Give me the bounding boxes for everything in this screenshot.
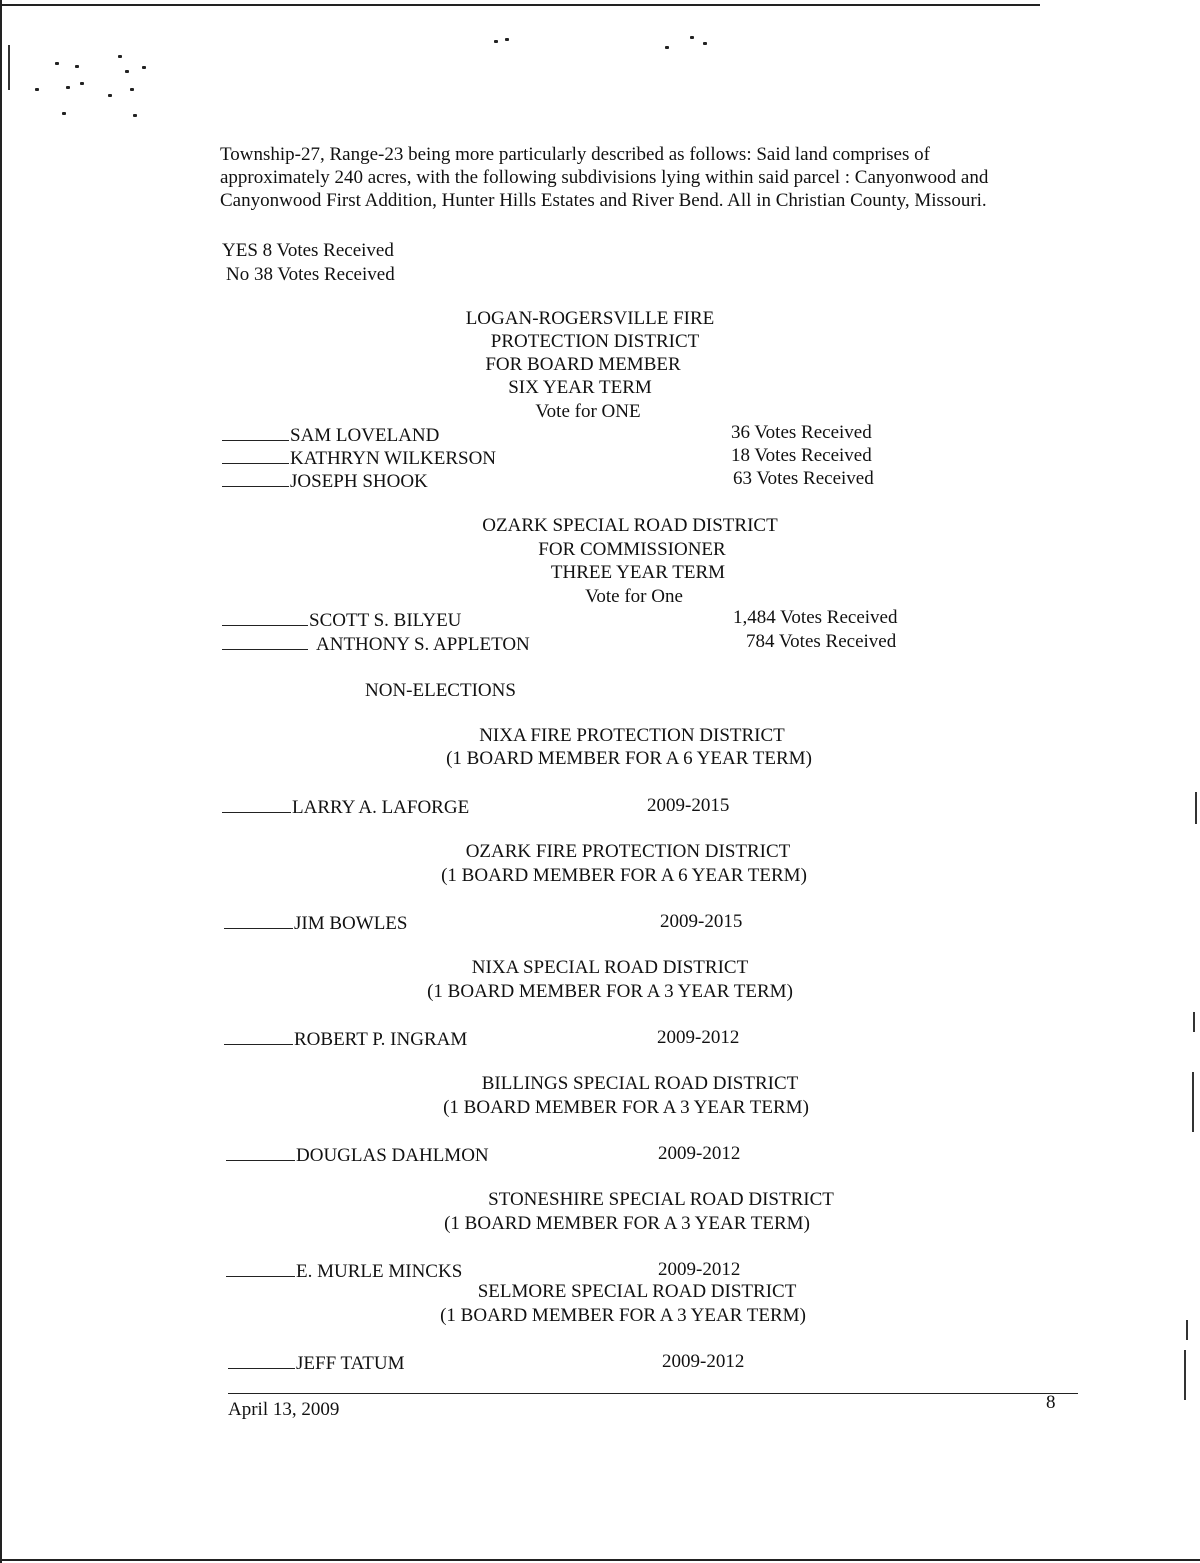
- district-subtitle: (1 BOARD MEMBER FOR A 6 YEAR TERM): [441, 865, 807, 886]
- member-term: 2009-2015: [660, 911, 743, 932]
- scan-edge-mark: [1195, 792, 1197, 824]
- mark-blank: [222, 462, 289, 464]
- candidate-row: [222, 609, 461, 632]
- heading-line: OZARK SPECIAL ROAD DISTRICT: [482, 515, 778, 536]
- candidate-votes: 36 Votes Received: [731, 422, 872, 443]
- member-row: [222, 796, 469, 819]
- candidate-name: KATHRYN WILKERSON: [290, 448, 497, 469]
- heading-line: PROTECTION DISTRICT: [490, 331, 700, 352]
- heading-line: Vote for ONE: [535, 401, 641, 422]
- mark-blank: [224, 1043, 293, 1045]
- candidate-votes: 1,484 Votes Received: [733, 607, 898, 628]
- no-votes: No 38 Votes Received: [226, 264, 395, 285]
- footer-date: April 13, 2009: [228, 1399, 340, 1420]
- top-rule: [0, 4, 1040, 6]
- district-subtitle: (1 BOARD MEMBER FOR A 3 YEAR TERM): [440, 1305, 806, 1326]
- candidate-name: ANTHONY S. APPLETON: [316, 634, 530, 655]
- member-term: 2009-2012: [662, 1351, 745, 1372]
- candidate-row: [222, 470, 428, 493]
- candidate-row: [222, 424, 439, 447]
- district-subtitle: (1 BOARD MEMBER FOR A 3 YEAR TERM): [444, 1213, 810, 1234]
- district-title: OZARK FIRE PROTECTION DISTRICT: [465, 841, 791, 862]
- member-name: E. MURLE MINCKS: [296, 1261, 463, 1282]
- yes-votes: YES 8 Votes Received: [222, 240, 394, 261]
- mark-blank: [224, 927, 293, 929]
- heading-line: Vote for One: [585, 586, 683, 607]
- mark-blank: [226, 1275, 295, 1277]
- district-subtitle: (1 BOARD MEMBER FOR A 3 YEAR TERM): [427, 981, 793, 1002]
- member-name: DOUGLAS DAHLMON: [296, 1145, 489, 1166]
- district-title: STONESHIRE SPECIAL ROAD DISTRICT: [488, 1189, 834, 1210]
- district-title: NIXA SPECIAL ROAD DISTRICT: [471, 957, 749, 978]
- candidate-votes: 18 Votes Received: [731, 445, 872, 466]
- heading-line: FOR BOARD MEMBER: [485, 354, 681, 375]
- scan-edge-mark: [1186, 1320, 1188, 1340]
- footer-rule: [228, 1393, 1078, 1394]
- member-row: [226, 1260, 462, 1283]
- candidate-name: SCOTT S. BILYEU: [309, 610, 462, 631]
- mark-blank: [222, 648, 308, 650]
- non-elections-label: NON-ELECTIONS: [365, 680, 516, 701]
- district-title: NIXA FIRE PROTECTION DISTRICT: [479, 725, 785, 746]
- member-name: JIM BOWLES: [294, 913, 408, 934]
- page-left-edge: [0, 0, 2, 1563]
- mark-blank: [228, 1367, 295, 1369]
- page-bottom-edge: [0, 1559, 1200, 1561]
- mark-blank: [222, 485, 289, 487]
- candidate-votes: 784 Votes Received: [746, 631, 897, 652]
- paragraph-line: approximately 240 acres, with the following subdivisions lying within said parcel : Canyonwood and: [220, 167, 989, 188]
- member-row: [228, 1352, 404, 1375]
- district-subtitle: (1 BOARD MEMBER FOR A 3 YEAR TERM): [443, 1097, 809, 1118]
- member-name: JEFF TATUM: [296, 1353, 405, 1374]
- district-subtitle: (1 BOARD MEMBER FOR A 6 YEAR TERM): [446, 748, 812, 769]
- heading-line: LOGAN-ROGERSVILLE FIRE: [465, 308, 715, 329]
- member-name: LARRY A. LAFORGE: [292, 797, 470, 818]
- mark-blank: [226, 1159, 295, 1161]
- candidate-name: JOSEPH SHOOK: [290, 471, 428, 492]
- member-term: 2009-2015: [647, 795, 730, 816]
- heading-line: FOR COMMISSIONER: [538, 539, 726, 560]
- member-row: [226, 1144, 489, 1167]
- candidate-votes: 63 Votes Received: [733, 468, 874, 489]
- page-number: 8: [1046, 1392, 1056, 1413]
- candidate-row: [222, 447, 496, 470]
- member-term: 2009-2012: [658, 1143, 741, 1164]
- scan-edge-mark: [1193, 1012, 1195, 1032]
- scan-edge-mark: [1184, 1350, 1186, 1400]
- mark-blank: [222, 811, 291, 813]
- scan-edge-mark: [1192, 1072, 1194, 1132]
- member-term: 2009-2012: [658, 1259, 741, 1280]
- scan-edge-mark: [8, 45, 10, 90]
- heading-line: SIX YEAR TERM: [508, 377, 652, 398]
- paragraph-line: Canyonwood First Addition, Hunter Hills Estates and River Bend. All in Christian County, Missouri.: [220, 190, 987, 211]
- mark-blank: [222, 439, 289, 441]
- heading-line: THREE YEAR TERM: [550, 562, 726, 583]
- candidate-name: SAM LOVELAND: [290, 425, 440, 446]
- member-row: [224, 912, 407, 935]
- member-term: 2009-2012: [657, 1027, 740, 1048]
- paragraph-line: Township-27, Range-23 being more particularly described as follows: Said land comprises of: [220, 144, 930, 165]
- member-row: [224, 1028, 467, 1051]
- member-name: ROBERT P. INGRAM: [294, 1029, 468, 1050]
- mark-blank: [222, 624, 308, 626]
- district-title: BILLINGS SPECIAL ROAD DISTRICT: [481, 1073, 799, 1094]
- candidate-row: [222, 633, 530, 656]
- district-title: SELMORE SPECIAL ROAD DISTRICT: [477, 1281, 797, 1302]
